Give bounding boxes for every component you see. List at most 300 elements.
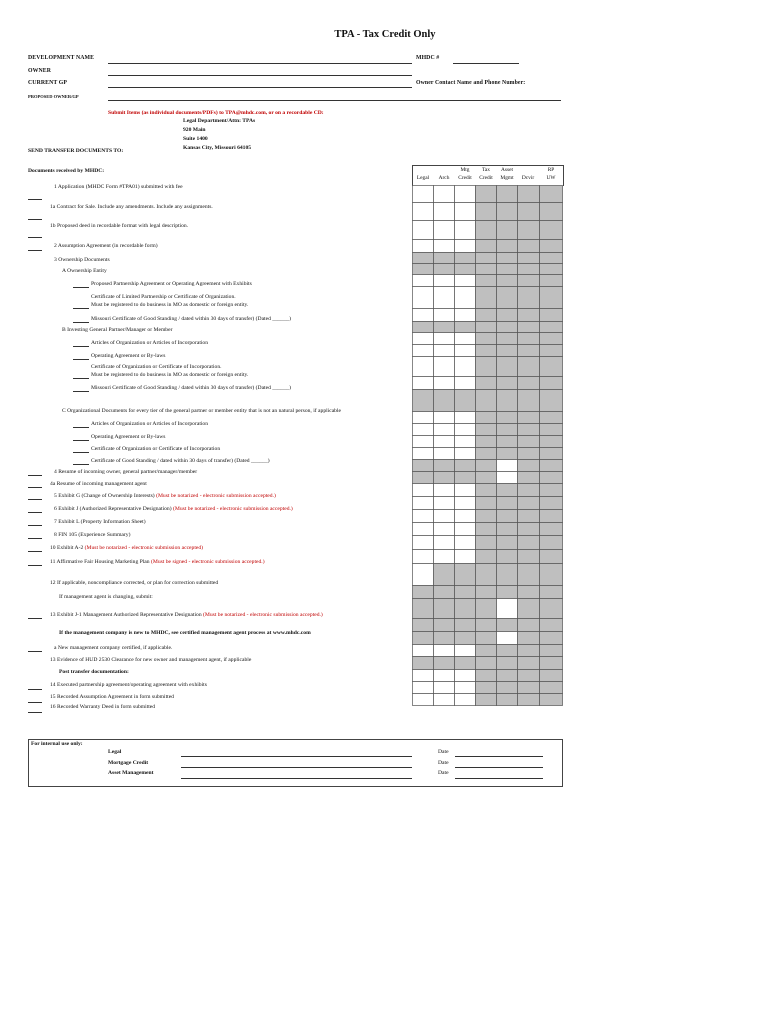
grid-cell-r26-c6 [540, 550, 563, 564]
current-gp-label: CURRENT GP [28, 80, 68, 86]
grid-cell-r34-c0[interactable] [413, 670, 434, 682]
grid-cell-r12-c3 [476, 357, 497, 377]
grid-cell-r2-c2[interactable] [455, 221, 476, 240]
grid-cell-r33-c2 [455, 657, 476, 670]
grid-cell-r27-c0[interactable] [413, 564, 434, 586]
blank-16[interactable] [28, 712, 42, 713]
grid-cell-r16-c2[interactable] [455, 424, 476, 436]
blank-3b4[interactable] [73, 391, 89, 392]
grid-cell-r14-c5 [518, 390, 540, 412]
grid-cell-r24-c1[interactable] [434, 523, 455, 536]
item-3b4: Missouri Certificate of Good Standing / dated within 30 days of transfer) (Dated ______) [91, 385, 291, 391]
grid-cell-r15-c5 [518, 412, 540, 424]
blank-3a3[interactable] [73, 322, 89, 323]
grid-cell-r5-c0 [413, 264, 434, 275]
grid-cell-r16-c4 [497, 424, 518, 436]
grid-cell-r10-c3 [476, 333, 497, 345]
grid-cell-r22-c3 [476, 497, 497, 510]
grid-cell-r17-c4 [497, 436, 518, 448]
grid-cell-r18-c3 [476, 448, 497, 460]
grid-cell-r24-c2[interactable] [455, 523, 476, 536]
blank-13[interactable] [28, 618, 42, 619]
grid-cell-r27-c6 [540, 564, 563, 586]
grid-cell-r30-c2 [455, 619, 476, 632]
blank-3c4[interactable] [73, 464, 89, 465]
grid-cell-r35-c2[interactable] [455, 682, 476, 694]
grid-cell-r33-c1 [434, 657, 455, 670]
grid-cell-r34-c1[interactable] [434, 670, 455, 682]
grid-cell-r26-c5 [518, 550, 540, 564]
blank-3a1[interactable] [73, 287, 89, 288]
grid-cell-r11-c1[interactable] [434, 345, 455, 357]
item-10-text: 10 Exhibit A-2 [50, 545, 84, 551]
grid-cell-r31-c2 [455, 632, 476, 645]
item-a: a New management company certified, if applicable. [54, 645, 173, 651]
item-11 [50, 559, 265, 565]
grid-cell-r29-c4[interactable] [497, 599, 518, 619]
item-1a: 1a Contract for Sale. Include any amendments. Include any assignments. [50, 204, 213, 210]
grid-cell-r34-c4 [497, 670, 518, 682]
item-3b3b: Must be registered to do business in MO as domestic or foreign entity. [91, 372, 249, 378]
blank-1a[interactable] [28, 219, 42, 220]
grid-cell-r23-c0[interactable] [413, 510, 434, 523]
internal-legal-field[interactable] [181, 756, 412, 757]
grid-cell-r31-c0 [413, 632, 434, 645]
grid-cell-r20-c2 [455, 472, 476, 484]
grid-cell-r5-c2 [455, 264, 476, 275]
grid-cell-r22-c2[interactable] [455, 497, 476, 510]
grid-cell-r6-c4 [497, 275, 518, 287]
owner-field[interactable] [108, 75, 412, 76]
internal-legal-label: Legal [108, 749, 122, 755]
grid-cell-r8-c2[interactable] [455, 309, 476, 322]
grid-cell-r21-c3 [476, 484, 497, 497]
grid-cell-r3-c2[interactable] [455, 240, 476, 253]
grid-cell-r16-c0[interactable] [413, 424, 434, 436]
grid-cell-r27-c1 [434, 564, 455, 586]
grid-cell-r11-c2[interactable] [455, 345, 476, 357]
grid-cell-r5-c4 [497, 264, 518, 275]
blank-4[interactable] [28, 475, 42, 476]
item-3b1: Articles of Organization or Articles of Incorporation [91, 340, 209, 346]
grid-cell-r15-c0[interactable] [413, 412, 434, 424]
grid-cell-r8-c5 [518, 309, 540, 322]
grid-cell-r17-c5 [518, 436, 540, 448]
col-tax-credit: Credit [479, 175, 493, 181]
blank-8[interactable] [28, 538, 42, 539]
grid-cell-r8-c6 [540, 309, 563, 322]
grid-cell-r14-c4 [497, 390, 518, 412]
development-name-field[interactable] [108, 63, 412, 64]
grid-cell-r36-c3 [476, 694, 497, 706]
grid-cell-r35-c0[interactable] [413, 682, 434, 694]
item-4: 4 Resume of incoming owner, general partner/manager/member [54, 469, 198, 475]
grid-cell-r14-c2 [455, 390, 476, 412]
internal-mortgage-date: Date [438, 760, 449, 766]
blank-a[interactable] [28, 651, 42, 652]
grid-cell-r0-c0[interactable] [413, 186, 434, 203]
blank-3b3[interactable] [73, 378, 89, 379]
grid-cell-r36-c2[interactable] [455, 694, 476, 706]
grid-cell-r33-c0 [413, 657, 434, 670]
grid-cell-r26-c4 [497, 550, 518, 564]
grid-cell-r9-c0 [413, 322, 434, 333]
grid-cell-r21-c1[interactable] [434, 484, 455, 497]
grid-cell-r15-c3 [476, 412, 497, 424]
internal-asset-date-field[interactable] [455, 778, 543, 779]
grid-cell-r23-c1[interactable] [434, 510, 455, 523]
grid-cell-r23-c4 [497, 510, 518, 523]
grid-cell-r34-c5 [518, 670, 540, 682]
mhdc-number-field[interactable] [453, 63, 519, 64]
grid-cell-r13-c0[interactable] [413, 377, 434, 390]
col-tax-top: Tax [481, 167, 490, 173]
grid-cell-r26-c2[interactable] [455, 550, 476, 564]
grid-cell-r27-c3 [476, 564, 497, 586]
blank-3c2[interactable] [73, 440, 89, 441]
grid-cell-r0-c2[interactable] [455, 186, 476, 203]
blank-2[interactable] [28, 250, 42, 251]
grid-cell-r13-c1[interactable] [434, 377, 455, 390]
blank-3b2[interactable] [73, 359, 89, 360]
item-12b: If management agent is changing, submit: [59, 594, 153, 600]
grid-cell-r25-c2[interactable] [455, 536, 476, 550]
grid-cell-r28-c1 [434, 586, 455, 599]
blank-3b1[interactable] [73, 346, 89, 347]
grid-cell-r7-c1[interactable] [434, 287, 455, 309]
grid-cell-r3-c6 [540, 240, 563, 253]
grid-cell-r25-c1[interactable] [434, 536, 455, 550]
grid-cell-r18-c4 [497, 448, 518, 460]
grid-cell-r20-c4[interactable] [497, 472, 518, 484]
blank-4a[interactable] [28, 487, 42, 488]
grid-cell-r8-c1[interactable] [434, 309, 455, 322]
grid-cell-r12-c2[interactable] [455, 357, 476, 377]
grid-cell-r31-c6 [540, 632, 563, 645]
grid-cell-r14-c3 [476, 390, 497, 412]
grid-cell-r12-c0[interactable] [413, 357, 434, 377]
item-1: 1 Application (MHDC Form #TPA01) submitted with fee [54, 184, 183, 190]
col-rp-uw: UW [546, 175, 556, 181]
grid-cell-r1-c1[interactable] [434, 203, 455, 221]
internal-asset-field[interactable] [181, 778, 412, 779]
blank-10[interactable] [28, 551, 42, 552]
grid-cell-r29-c5 [518, 599, 540, 619]
grid-cell-r15-c4 [497, 412, 518, 424]
grid-cell-r4-c6 [540, 253, 563, 264]
grid-cell-r26-c1[interactable] [434, 550, 455, 564]
post-transfer-label: Post transfer documentation: [59, 669, 129, 675]
grid-cell-r23-c3 [476, 510, 497, 523]
grid-cell-r9-c6 [540, 322, 563, 333]
grid-cell-r24-c0[interactable] [413, 523, 434, 536]
item-8: 8 FIN 105 (Experience Summary) [54, 532, 131, 538]
grid-cell-r9-c1 [434, 322, 455, 333]
grid-cell-r6-c2[interactable] [455, 275, 476, 287]
grid-cell-r32-c2[interactable] [455, 645, 476, 657]
grid-cell-r9-c2 [455, 322, 476, 333]
col-rp-top: RP [547, 167, 555, 173]
grid-cell-r16-c1[interactable] [434, 424, 455, 436]
grid-cell-r13-c2[interactable] [455, 377, 476, 390]
blank-14[interactable] [28, 689, 42, 690]
item-3c2: Operating Agreement or By-laws [91, 434, 166, 440]
grid-cell-r31-c3 [476, 632, 497, 645]
development-name-label: DEVELOPMENT NAME [28, 55, 95, 61]
grid-cell-r13-c4 [497, 377, 518, 390]
documents-received-label: Documents received by MHDC: [28, 168, 105, 174]
blank-7[interactable] [28, 525, 42, 526]
grid-cell-r30-c4 [497, 619, 518, 632]
item-3b: B Investing General Partner/Manager or Member [62, 327, 173, 333]
grid-cell-r1-c2[interactable] [455, 203, 476, 221]
grid-cell-r35-c1[interactable] [434, 682, 455, 694]
grid-cell-r12-c4 [497, 357, 518, 377]
grid-cell-r18-c0[interactable] [413, 448, 434, 460]
grid-cell-r27-c4 [497, 564, 518, 586]
proposed-owner-field[interactable] [108, 100, 561, 101]
item-3a2b: Must be registered to do business in MO as domestic or foreign entity. [91, 302, 249, 308]
grid-cell-r19-c1 [434, 460, 455, 472]
item-11-text: 11 Affirmative Fair Housing Marketing Plan [50, 559, 150, 565]
grid-cell-r22-c0[interactable] [413, 497, 434, 510]
grid-cell-r15-c1[interactable] [434, 412, 455, 424]
item-3a3: Missouri Certificate of Good Standing / dated within 30 days of transfer) (Dated ______) [91, 316, 291, 322]
grid-cell-r29-c6 [540, 599, 563, 619]
grid-cell-r10-c6 [540, 333, 563, 345]
grid-cell-r29-c3 [476, 599, 497, 619]
grid-cell-r8-c0[interactable] [413, 309, 434, 322]
grid-cell-r31-c4[interactable] [497, 632, 518, 645]
grid-cell-r33-c5 [518, 657, 540, 670]
grid-cell-r23-c2[interactable] [455, 510, 476, 523]
grid-cell-r3-c1[interactable] [434, 240, 455, 253]
grid-cell-r6-c3 [476, 275, 497, 287]
item-6-text: 6 Exhibit J (Authorized Representative Designation) [54, 506, 172, 512]
item-3b2: Operating Agreement or By-laws [91, 353, 166, 359]
grid-cell-r29-c1 [434, 599, 455, 619]
grid-cell-r30-c0 [413, 619, 434, 632]
item-10 [50, 545, 203, 551]
grid-cell-r7-c2[interactable] [455, 287, 476, 309]
grid-cell-r28-c3 [476, 586, 497, 599]
grid-cell-r30-c6 [540, 619, 563, 632]
grid-cell-r13-c3 [476, 377, 497, 390]
grid-cell-r28-c2 [455, 586, 476, 599]
grid-cell-r0-c5 [518, 186, 540, 203]
management-note: If the management company is new to MHDC, see certified management agent process at www.mhdc.com [59, 630, 311, 636]
grid-cell-r4-c3 [476, 253, 497, 264]
grid-cell-r4-c5 [518, 253, 540, 264]
item-5-text: 5 Exhibit G (Change of Ownership Interests) [54, 493, 155, 499]
blank-15[interactable] [28, 702, 42, 703]
grid-cell-r23-c5 [518, 510, 540, 523]
item-3a2a: Certificate of Limited Partnership or Certificate of Organization. [91, 294, 236, 300]
grid-cell-r21-c0[interactable] [413, 484, 434, 497]
grid-cell-r3-c0[interactable] [413, 240, 434, 253]
grid-cell-r17-c2[interactable] [455, 436, 476, 448]
item-3c3: Certificate of Organization or Certificate of Incorporation [91, 446, 221, 452]
blank-5[interactable] [28, 499, 42, 500]
grid-cell-r33-c3 [476, 657, 497, 670]
item-3: 3 Ownership Documents [54, 257, 110, 263]
grid-cell-r20-c0 [413, 472, 434, 484]
item-6-note: (Must be notarized - electronic submission accepted.) [173, 506, 293, 512]
grid-cell-r36-c1[interactable] [434, 694, 455, 706]
grid-cell-r10-c0[interactable] [413, 333, 434, 345]
grid-cell-r19-c4[interactable] [497, 460, 518, 472]
grid-cell-r10-c1[interactable] [434, 333, 455, 345]
grid-cell-r2-c5 [518, 221, 540, 240]
grid-cell-r21-c6 [540, 484, 563, 497]
grid-cell-r4-c4 [497, 253, 518, 264]
item-14: 14 Executed partnership agreement/operating agreement with exhibits [50, 682, 207, 688]
grid-cell-r36-c0[interactable] [413, 694, 434, 706]
col-mtg-top: Mtg [460, 167, 470, 173]
grid-cell-r23-c6 [540, 510, 563, 523]
grid-cell-r6-c0[interactable] [413, 275, 434, 287]
grid-cell-r9-c5 [518, 322, 540, 333]
grid-cell-r13-c5 [518, 377, 540, 390]
grid-cell-r22-c1[interactable] [434, 497, 455, 510]
grid-cell-r0-c3 [476, 186, 497, 203]
grid-cell-r27-c5 [518, 564, 540, 586]
grid-cell-r32-c0[interactable] [413, 645, 434, 657]
grid-cell-r20-c5 [518, 472, 540, 484]
grid-cell-r36-c5 [518, 694, 540, 706]
grid-cell-r10-c2[interactable] [455, 333, 476, 345]
grid-cell-r32-c1[interactable] [434, 645, 455, 657]
grid-cell-r2-c0[interactable] [413, 221, 434, 240]
grid-cell-r2-c6 [540, 221, 563, 240]
grid-cell-r31-c1 [434, 632, 455, 645]
grid-cell-r28-c4 [497, 586, 518, 599]
item-3b3a: Certificate of Organization or Certificate of Incorporation. [91, 364, 222, 370]
grid-cell-r34-c6 [540, 670, 563, 682]
grid-cell-r34-c3 [476, 670, 497, 682]
grid-cell-r16-c6 [540, 424, 563, 436]
blank-11[interactable] [28, 565, 42, 566]
item-3c4: Certificate of Good Standing / dated within 30 days of transfer) (Dated ______) [91, 458, 270, 464]
grid-cell-r36-c6 [540, 694, 563, 706]
item-5-note: (Must be notarized - electronic submission accepted.) [156, 493, 276, 499]
grid-cell-r22-c5 [518, 497, 540, 510]
blank-3c1[interactable] [73, 427, 89, 428]
grid-cell-r13-c6 [540, 377, 563, 390]
blank-3a2[interactable] [73, 308, 89, 309]
grid-cell-r26-c0[interactable] [413, 550, 434, 564]
grid-cell-r3-c3 [476, 240, 497, 253]
grid-cell-r1-c5 [518, 203, 540, 221]
grid-cell-r1-c0[interactable] [413, 203, 434, 221]
internal-asset-label: Asset Management [108, 770, 154, 776]
internal-use-label: For internal use only: [31, 741, 83, 747]
grid-cell-r1-c4 [497, 203, 518, 221]
grid-cell-r28-c0 [413, 586, 434, 599]
grid-cell-r17-c1[interactable] [434, 436, 455, 448]
blank-1[interactable] [28, 199, 42, 200]
internal-legal-date: Date [438, 749, 449, 755]
grid-cell-r7-c3 [476, 287, 497, 309]
item-3c: C Organizational Documents for every tier of the general partner or member entity that is not an natural person, if applicable [62, 408, 342, 414]
item-7: 7 Exhibit L (Property Information Sheet) [54, 519, 146, 525]
grid-cell-r4-c0 [413, 253, 434, 264]
grid-cell-r12-c5 [518, 357, 540, 377]
grid-cell-r25-c4 [497, 536, 518, 550]
grid-cell-r7-c0[interactable] [413, 287, 434, 309]
blank-3c3[interactable] [73, 452, 89, 453]
grid-cell-r35-c4 [497, 682, 518, 694]
grid-cell-r19-c0 [413, 460, 434, 472]
grid-cell-r28-c6 [540, 586, 563, 599]
grid-cell-r26-c3 [476, 550, 497, 564]
blank-6[interactable] [28, 512, 42, 513]
address-line-2: 920 Main [183, 127, 206, 133]
item-3c1: Articles of Organization or Articles of Incorporation [91, 421, 209, 427]
grid-cell-r35-c6 [540, 682, 563, 694]
grid-cell-r9-c4 [497, 322, 518, 333]
internal-legal-date-field[interactable] [455, 756, 543, 757]
grid-cell-r7-c5 [518, 287, 540, 309]
grid-cell-r2-c4 [497, 221, 518, 240]
address-line-3: Suite 1400 [183, 136, 208, 142]
grid-cell-r8-c4 [497, 309, 518, 322]
page-title: TPA - Tax Credit Only [334, 29, 436, 40]
grid-cell-r18-c1[interactable] [434, 448, 455, 460]
review-grid [412, 185, 564, 717]
grid-cell-r22-c6 [540, 497, 563, 510]
grid-cell-r11-c6 [540, 345, 563, 357]
grid-cell-r5-c5 [518, 264, 540, 275]
grid-cell-r19-c5 [518, 460, 540, 472]
grid-cell-r0-c1[interactable] [434, 186, 455, 203]
item-2: 2 Assumption Agreement (in recordable form) [54, 243, 158, 249]
grid-cell-r16-c3 [476, 424, 497, 436]
blank-1b[interactable] [28, 237, 42, 238]
grid-cell-r19-c6 [540, 460, 563, 472]
col-arch: Arch [438, 175, 450, 181]
grid-cell-r18-c2[interactable] [455, 448, 476, 460]
grid-cell-r21-c2[interactable] [455, 484, 476, 497]
grid-cell-r1-c3 [476, 203, 497, 221]
item-12a: 12 If applicable, noncompliance corrected, or plan for correction submitted [50, 580, 219, 586]
grid-cell-r25-c3 [476, 536, 497, 550]
grid-cell-r21-c5 [518, 484, 540, 497]
grid-cell-r7-c4 [497, 287, 518, 309]
grid-cell-r22-c4 [497, 497, 518, 510]
grid-cell-r25-c6 [540, 536, 563, 550]
internal-mortgage-date-field[interactable] [455, 767, 543, 768]
grid-cell-r7-c6 [540, 287, 563, 309]
grid-cell-r20-c6 [540, 472, 563, 484]
col-dcvir: Dcvir [521, 175, 535, 181]
grid-cell-r2-c1[interactable] [434, 221, 455, 240]
grid-cell-r11-c4 [497, 345, 518, 357]
grid-cell-r35-c5 [518, 682, 540, 694]
grid-cell-r34-c2[interactable] [455, 670, 476, 682]
item-3a1: Proposed Partnership Agreement or Operating Agreement with Exhibits [91, 281, 252, 287]
grid-cell-r17-c0[interactable] [413, 436, 434, 448]
grid-cell-r11-c0[interactable] [413, 345, 434, 357]
grid-cell-r6-c1[interactable] [434, 275, 455, 287]
current-gp-field[interactable] [108, 87, 412, 88]
grid-cell-r12-c1[interactable] [434, 357, 455, 377]
grid-cell-r25-c0[interactable] [413, 536, 434, 550]
grid-cell-r9-c3 [476, 322, 497, 333]
grid-cell-r15-c2[interactable] [455, 412, 476, 424]
internal-asset-date: Date [438, 770, 449, 776]
internal-mortgage-field[interactable] [181, 767, 412, 768]
